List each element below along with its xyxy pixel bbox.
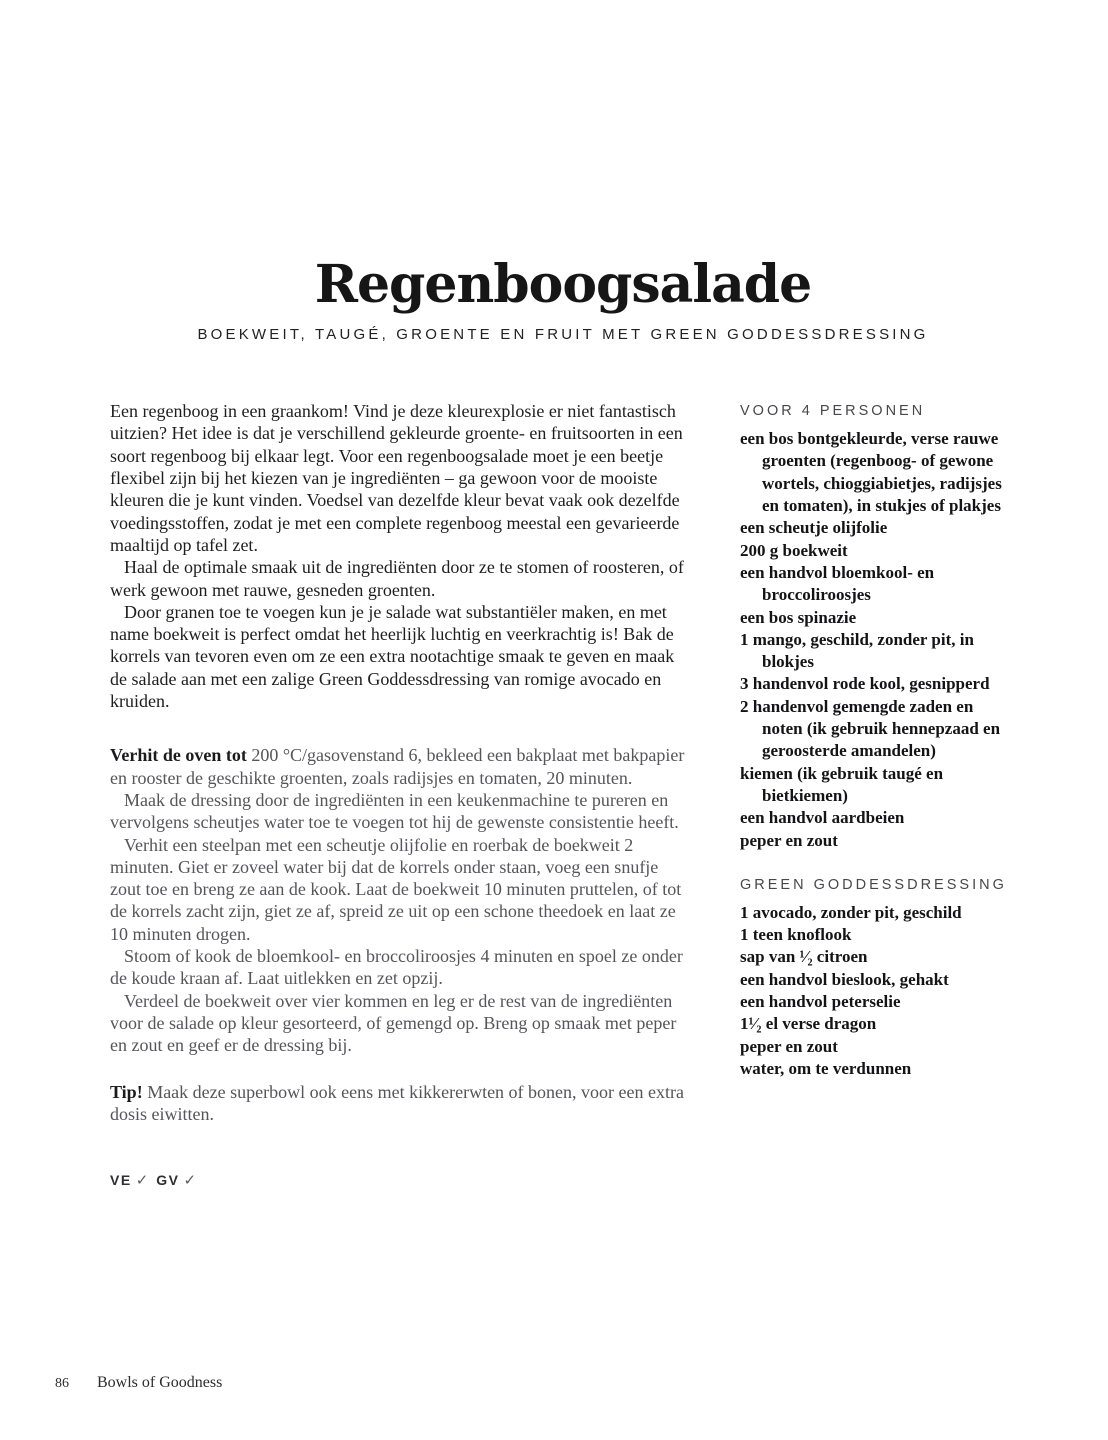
main-text-column — [110, 400, 690, 1189]
vegan-check-icon: ✓ — [135, 1172, 149, 1190]
ingredient-item: een bos bontgekleurde, verse rauwe groenten (regenboog- of gewone wortels, chioggiabietjes, radijsjes en tomaten), in stukjes of plakjes — [740, 429, 1002, 516]
ingredient-item: een handvol aardbeien — [740, 808, 905, 828]
content-columns — [110, 400, 1016, 1189]
ingredients-list — [740, 428, 1016, 852]
intro-paragraph: Door granen toe te voegen kun je je salade wat substantiëler maken, en met name boekweit is perfect omdat het heerlijk luchtig en veerkrachtig is! Bak de korrels van tevoren even om ze een extra nootachtige smaak te geven en maak de salade aan met een zalige Green Goddessdressing van romige avocado en kruiden. — [110, 601, 675, 712]
book-title: Bowls of Goodness — [97, 1374, 223, 1391]
ingredient-item: 3 handenvol rode kool, gesnipperd — [740, 674, 990, 694]
diet-badges — [110, 1171, 690, 1189]
method-lead-bold: Verhit de oven tot — [110, 745, 247, 766]
ingredient-item: water, om te verdunnen — [740, 1058, 912, 1078]
ingredient-item: 1 avocado, zonder pit, geschild — [740, 902, 962, 922]
ingredient-item: een handvol bieslook, gehakt — [740, 969, 949, 989]
intro-paragraph: Een regenboog in een graankom! Vind je deze kleurexplosie er niet fantastisch uitzien? Het idee is dat je verschillend gekleurde groente- en fruitsoorten in een soort regenboog bij elkaar legt. Voor een regenboogsalade moet je een beetje flexibel zijn bij het kiezen van je ingrediënten – ga gewoon voor de mooiste kleuren die je kunt vinden. Voedsel van dezelfde kleur bevat vaak ook dezelfde voedingsstoffen, zodat je met een complete regenboog meestal een gevarieerde maaltijd op tafel zet. — [110, 401, 683, 555]
ingredient-item: 1 mango, geschild, zonder pit, in blokjes — [740, 629, 974, 672]
method-step: Verdeel de boekweit over vier kommen en leg er de rest van de ingrediënten voor de salade op kleur gesorteerd, of gemengd op. Breng op smaak met peper en zout en geef er de dressing bij. — [110, 990, 677, 1056]
ingredient-item: 200 g boekweit — [740, 540, 848, 560]
vegan-badge-label: VE — [110, 1172, 132, 1189]
method-step: Maak de dressing door de ingrediënten in een keukenmachine te pureren en vervolgens scheutjes water toe te voegen tot hij de gewenste consistentie heeft. — [110, 789, 679, 833]
page-footer — [55, 1374, 222, 1392]
ingredient-item: sap van ¹⁄₂ citroen — [740, 947, 868, 967]
intro-paragraph: Haal de optimale smaak uit de ingrediënten door ze te stomen of roosteren, of werk gewoon met rauwe, gesneden groenten. — [110, 557, 684, 600]
ingredients-column — [740, 400, 1016, 1189]
method-step — [110, 744, 690, 789]
intro-section — [110, 400, 690, 712]
ingredient-item: 1¹⁄₂ el verse dragon — [740, 1014, 877, 1034]
dressing-ingredients-list — [740, 902, 1016, 1080]
ingredient-item: een bos spinazie — [740, 607, 857, 627]
tip-text: Maak deze superbowl ook eens met kikkererwten of bonen, voor een extra dosis eiwitten. — [110, 1081, 684, 1124]
tip-section — [110, 1081, 690, 1126]
ingredient-item: 1 teen knoflook — [740, 925, 852, 945]
page-title: Regenboogsalade — [314, 254, 812, 315]
glutenfree-badge-label: GV — [156, 1172, 180, 1189]
ingredient-item: peper en zout — [740, 1036, 838, 1056]
glutenfree-check-icon: ✓ — [183, 1172, 197, 1190]
ingredient-item: een handvol peterselie — [740, 992, 901, 1012]
method-step: Verhit een steelpan met een scheutje olijfolie en roerbak de boekweit 2 minuten. Giet er zoveel water bij dat de korrels onder staan, voeg een snufje zout toe en breng ze aan de kook. Laat de boekweit 10 minuten pruttelen, of tot de korrels zacht zijn, giet ze af, spreid ze uit op een schone theedoek en laat ze 10 minuten drogen. — [110, 834, 682, 944]
page-number: 86 — [55, 1376, 69, 1391]
ingredient-item: kiemen (ik gebruik taugé en bietkiemen) — [740, 763, 944, 805]
servings-header: VOOR 4 PERSONEN — [740, 403, 926, 420]
ingredient-item: een handvol bloemkool- en broccoliroosjes — [740, 562, 935, 605]
tip-label: Tip! — [110, 1081, 143, 1102]
page-subtitle: BOEKWEIT, TAUGÉ, GROENTE EN FRUIT MET GREEN GODDESSDRESSING — [197, 326, 929, 344]
method-section — [110, 744, 690, 1056]
dressing-header: GREEN GODDESSDRESSING — [740, 876, 1007, 893]
method-step: Stoom of kook de bloemkool- en broccoliroosjes 4 minuten en spoel ze onder de koude kraan af. Laat uitlekken en zet opzij. — [110, 946, 683, 989]
ingredient-item: peper en zout — [740, 830, 838, 850]
recipe-header — [110, 256, 1016, 343]
ingredient-item: een scheutje olijfolie — [740, 518, 888, 538]
ingredient-item: 2 handenvol gemengde zaden en noten (ik gebruik hennepzaad en geroosterde amandelen) — [740, 696, 1001, 761]
method-lead-rest: 200 °C/gasovenstand 6, bekleed een bakplaat met bakpapier en rooster de geschikte groenten, zoals radijsjes en tomaten, 20 minuten. — [110, 745, 685, 788]
